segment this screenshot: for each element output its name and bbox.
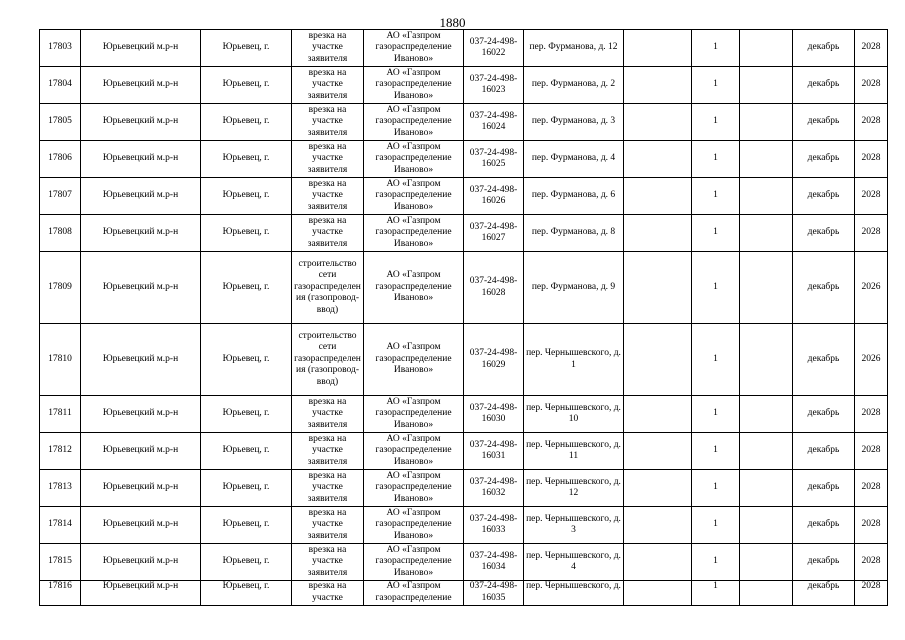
- row-organization: АО «Газпром газораспределение Иваново»: [364, 396, 464, 433]
- row-quantity: 1: [692, 215, 740, 252]
- row-locality: Юрьевец, г.: [201, 30, 292, 67]
- row-district: Юрьевецкий м.р-н: [81, 30, 201, 67]
- row-work-type: врезка на участке заявителя: [292, 544, 364, 581]
- row-work-type: строительство сети газораспределения (газопровод-ввод): [292, 252, 364, 324]
- table-row: [40, 67, 888, 104]
- row-address: пер. Чернышевского, д. 3: [524, 507, 624, 544]
- row-address: пер. Фурманова, д. 2: [524, 67, 624, 104]
- row-locality: Юрьевец, г.: [201, 433, 292, 470]
- row-quantity: 1: [692, 324, 740, 396]
- row-doc-number: 037-24-498-16024: [464, 104, 524, 141]
- row-id: 17806: [40, 141, 81, 178]
- row-address: пер. Фурманова, д. 4: [524, 141, 624, 178]
- row-quantity: 1: [692, 470, 740, 507]
- row-locality: Юрьевец, г.: [201, 141, 292, 178]
- row-locality: Юрьевец, г.: [201, 544, 292, 581]
- row-year: 2026: [855, 324, 888, 396]
- row-quantity: 1: [692, 544, 740, 581]
- row-empty-cell: [624, 141, 692, 178]
- row-month: декабрь: [793, 252, 855, 324]
- row-organization: АО «Газпром газораспределение Иваново»: [364, 30, 464, 67]
- row-locality: Юрьевец, г.: [201, 507, 292, 544]
- row-organization: АО «Газпром газораспределение Иваново»: [364, 470, 464, 507]
- row-empty-cell: [624, 544, 692, 581]
- row-address: пер. Чернышевского, д. 4: [524, 544, 624, 581]
- row-work-type: врезка на участке заявителя: [292, 470, 364, 507]
- row-id: 17808: [40, 215, 81, 252]
- row-district: Юрьевецкий м.р-н: [81, 470, 201, 507]
- table-row: [40, 544, 888, 581]
- row-locality: Юрьевец, г.: [201, 324, 292, 396]
- table-row: [40, 396, 888, 433]
- row-id: 17814: [40, 507, 81, 544]
- row-organization: АО «Газпром газораспределение Иваново»: [364, 324, 464, 396]
- row-quantity: 1: [692, 396, 740, 433]
- row-locality: Юрьевец, г.: [201, 67, 292, 104]
- row-id: 17813: [40, 470, 81, 507]
- row-district: Юрьевецкий м.р-н: [81, 544, 201, 581]
- row-organization: АО «Газпром газораспределение Иваново»: [364, 507, 464, 544]
- row-district: Юрьевецкий м.р-н: [81, 178, 201, 215]
- row-quantity: 1: [692, 433, 740, 470]
- row-doc-number: 037-24-498-16026: [464, 178, 524, 215]
- row-work-type: врезка на участке заявителя: [292, 67, 364, 104]
- row-locality: Юрьевец, г.: [201, 215, 292, 252]
- row-work-type: врезка на участке заявителя: [292, 215, 364, 252]
- row-month: декабрь: [793, 104, 855, 141]
- row-year: 2028: [855, 544, 888, 581]
- row-id: 17809: [40, 252, 81, 324]
- row-locality: Юрьевец, г.: [201, 396, 292, 433]
- row-empty-cell: [740, 396, 793, 433]
- row-id: 17812: [40, 433, 81, 470]
- row-district: Юрьевецкий м.р-н: [81, 396, 201, 433]
- row-month: декабрь: [793, 581, 855, 606]
- row-month: декабрь: [793, 507, 855, 544]
- row-year: 2028: [855, 215, 888, 252]
- row-quantity: 1: [692, 581, 740, 606]
- row-work-type: строительство сети газораспределения (газопровод-ввод): [292, 324, 364, 396]
- row-empty-cell: [624, 507, 692, 544]
- row-empty-cell: [624, 324, 692, 396]
- row-month: декабрь: [793, 324, 855, 396]
- row-doc-number: 037-24-498-16029: [464, 324, 524, 396]
- row-work-type: врезка на участке заявителя: [292, 178, 364, 215]
- row-empty-cell: [624, 215, 692, 252]
- row-organization: АО «Газпром газораспределение Иваново»: [364, 104, 464, 141]
- table-row: [40, 507, 888, 544]
- row-empty-cell: [740, 433, 793, 470]
- table-row: [40, 215, 888, 252]
- row-month: декабрь: [793, 178, 855, 215]
- row-year: 2028: [855, 433, 888, 470]
- row-empty-cell: [624, 581, 692, 606]
- row-doc-number: 037-24-498-16028: [464, 252, 524, 324]
- row-work-type: врезка на участке заявителя: [292, 433, 364, 470]
- row-address: пер. Чернышевского, д. 12: [524, 470, 624, 507]
- row-organization: АО «Газпром газораспределение Иваново»: [364, 252, 464, 324]
- table-row: [40, 470, 888, 507]
- row-organization: АО «Газпром газораспределение: [364, 581, 464, 606]
- row-address: пер. Чернышевского, д. 10: [524, 396, 624, 433]
- row-address: пер. Чернышевского, д.: [524, 581, 624, 606]
- row-id: 17807: [40, 178, 81, 215]
- row-organization: АО «Газпром газораспределение Иваново»: [364, 433, 464, 470]
- row-work-type: врезка на участке заявителя: [292, 396, 364, 433]
- row-year: 2028: [855, 104, 888, 141]
- table-row: [40, 178, 888, 215]
- row-locality: Юрьевец, г.: [201, 252, 292, 324]
- row-year: 2028: [855, 141, 888, 178]
- row-id: 17803: [40, 30, 81, 67]
- row-organization: АО «Газпром газораспределение Иваново»: [364, 178, 464, 215]
- row-address: пер. Чернышевского, д. 1: [524, 324, 624, 396]
- row-quantity: 1: [692, 178, 740, 215]
- row-address: пер. Фурманова, д. 3: [524, 104, 624, 141]
- row-work-type: врезка на участке заявителя: [292, 507, 364, 544]
- row-district: Юрьевецкий м.р-н: [81, 215, 201, 252]
- row-district: Юрьевецкий м.р-н: [81, 141, 201, 178]
- row-quantity: 1: [692, 141, 740, 178]
- row-quantity: 1: [692, 507, 740, 544]
- registry-table: [39, 29, 888, 606]
- row-month: декабрь: [793, 215, 855, 252]
- row-organization: АО «Газпром газораспределение Иваново»: [364, 544, 464, 581]
- row-empty-cell: [624, 67, 692, 104]
- table-row: [40, 104, 888, 141]
- row-id: 17815: [40, 544, 81, 581]
- row-empty-cell: [740, 507, 793, 544]
- row-locality: Юрьевец, г.: [201, 104, 292, 141]
- row-work-type: врезка на участке заявителя: [292, 30, 364, 67]
- row-empty-cell: [740, 141, 793, 178]
- table-row: [40, 30, 888, 67]
- row-year: 2028: [855, 30, 888, 67]
- row-quantity: 1: [692, 30, 740, 67]
- row-empty-cell: [740, 324, 793, 396]
- row-address: пер. Фурманова, д. 6: [524, 178, 624, 215]
- row-doc-number: 037-24-498-16035: [464, 581, 524, 606]
- row-doc-number: 037-24-498-16025: [464, 141, 524, 178]
- row-id: 17805: [40, 104, 81, 141]
- row-month: декабрь: [793, 544, 855, 581]
- row-year: 2028: [855, 470, 888, 507]
- row-empty-cell: [624, 252, 692, 324]
- row-doc-number: 037-24-498-16030: [464, 396, 524, 433]
- row-empty-cell: [740, 30, 793, 67]
- row-doc-number: 037-24-498-16033: [464, 507, 524, 544]
- row-year: 2026: [855, 252, 888, 324]
- row-month: декабрь: [793, 141, 855, 178]
- row-locality: Юрьевец, г.: [201, 470, 292, 507]
- row-empty-cell: [624, 433, 692, 470]
- row-empty-cell: [740, 544, 793, 581]
- row-month: декабрь: [793, 67, 855, 104]
- row-empty-cell: [624, 178, 692, 215]
- row-empty-cell: [624, 30, 692, 67]
- row-doc-number: 037-24-498-16023: [464, 67, 524, 104]
- row-district: Юрьевецкий м.р-н: [81, 252, 201, 324]
- row-locality: Юрьевец, г.: [201, 178, 292, 215]
- row-id: 17811: [40, 396, 81, 433]
- row-doc-number: 037-24-498-16031: [464, 433, 524, 470]
- row-district: Юрьевецкий м.р-н: [81, 507, 201, 544]
- row-id: 17804: [40, 67, 81, 104]
- row-quantity: 1: [692, 67, 740, 104]
- row-district: Юрьевецкий м.р-н: [81, 324, 201, 396]
- row-district: Юрьевецкий м.р-н: [81, 67, 201, 104]
- row-address: пер. Фурманова, д. 8: [524, 215, 624, 252]
- table-row: [40, 433, 888, 470]
- table-row: [40, 141, 888, 178]
- row-empty-cell: [740, 67, 793, 104]
- row-empty-cell: [740, 215, 793, 252]
- table-row: [40, 324, 888, 396]
- row-year: 2028: [855, 67, 888, 104]
- row-year: 2028: [855, 396, 888, 433]
- row-month: декабрь: [793, 433, 855, 470]
- row-doc-number: 037-24-498-16027: [464, 215, 524, 252]
- row-year: 2028: [855, 178, 888, 215]
- row-id: 17816: [40, 581, 81, 606]
- row-address: пер. Чернышевского, д. 11: [524, 433, 624, 470]
- row-month: декабрь: [793, 30, 855, 67]
- row-empty-cell: [740, 178, 793, 215]
- row-empty-cell: [740, 252, 793, 324]
- row-quantity: 1: [692, 104, 740, 141]
- row-doc-number: 037-24-498-16034: [464, 544, 524, 581]
- row-organization: АО «Газпром газораспределение Иваново»: [364, 141, 464, 178]
- row-doc-number: 037-24-498-16032: [464, 470, 524, 507]
- row-empty-cell: [740, 470, 793, 507]
- row-address: пер. Фурманова, д. 9: [524, 252, 624, 324]
- row-quantity: 1: [692, 252, 740, 324]
- row-doc-number: 037-24-498-16022: [464, 30, 524, 67]
- row-district: Юрьевецкий м.р-н: [81, 433, 201, 470]
- row-district: Юрьевецкий м.р-н: [81, 104, 201, 141]
- row-district: Юрьевецкий м.р-н: [81, 581, 201, 606]
- row-month: декабрь: [793, 396, 855, 433]
- table-row: [40, 252, 888, 324]
- row-id: 17810: [40, 324, 81, 396]
- row-work-type: врезка на участке заявителя: [292, 104, 364, 141]
- row-empty-cell: [740, 104, 793, 141]
- page-number: 1880: [439, 15, 466, 30]
- row-empty-cell: [624, 104, 692, 141]
- row-address: пер. Фурманова, д. 12: [524, 30, 624, 67]
- row-year: 2028: [855, 507, 888, 544]
- table-row: [40, 581, 888, 606]
- row-organization: АО «Газпром газораспределение Иваново»: [364, 215, 464, 252]
- row-organization: АО «Газпром газораспределение Иваново»: [364, 67, 464, 104]
- row-empty-cell: [624, 396, 692, 433]
- row-work-type: врезка на участке: [292, 581, 364, 606]
- row-work-type: врезка на участке заявителя: [292, 141, 364, 178]
- row-year: 2028: [855, 581, 888, 606]
- row-empty-cell: [740, 581, 793, 606]
- row-empty-cell: [624, 470, 692, 507]
- row-locality: Юрьевец, г.: [201, 581, 292, 606]
- row-month: декабрь: [793, 470, 855, 507]
